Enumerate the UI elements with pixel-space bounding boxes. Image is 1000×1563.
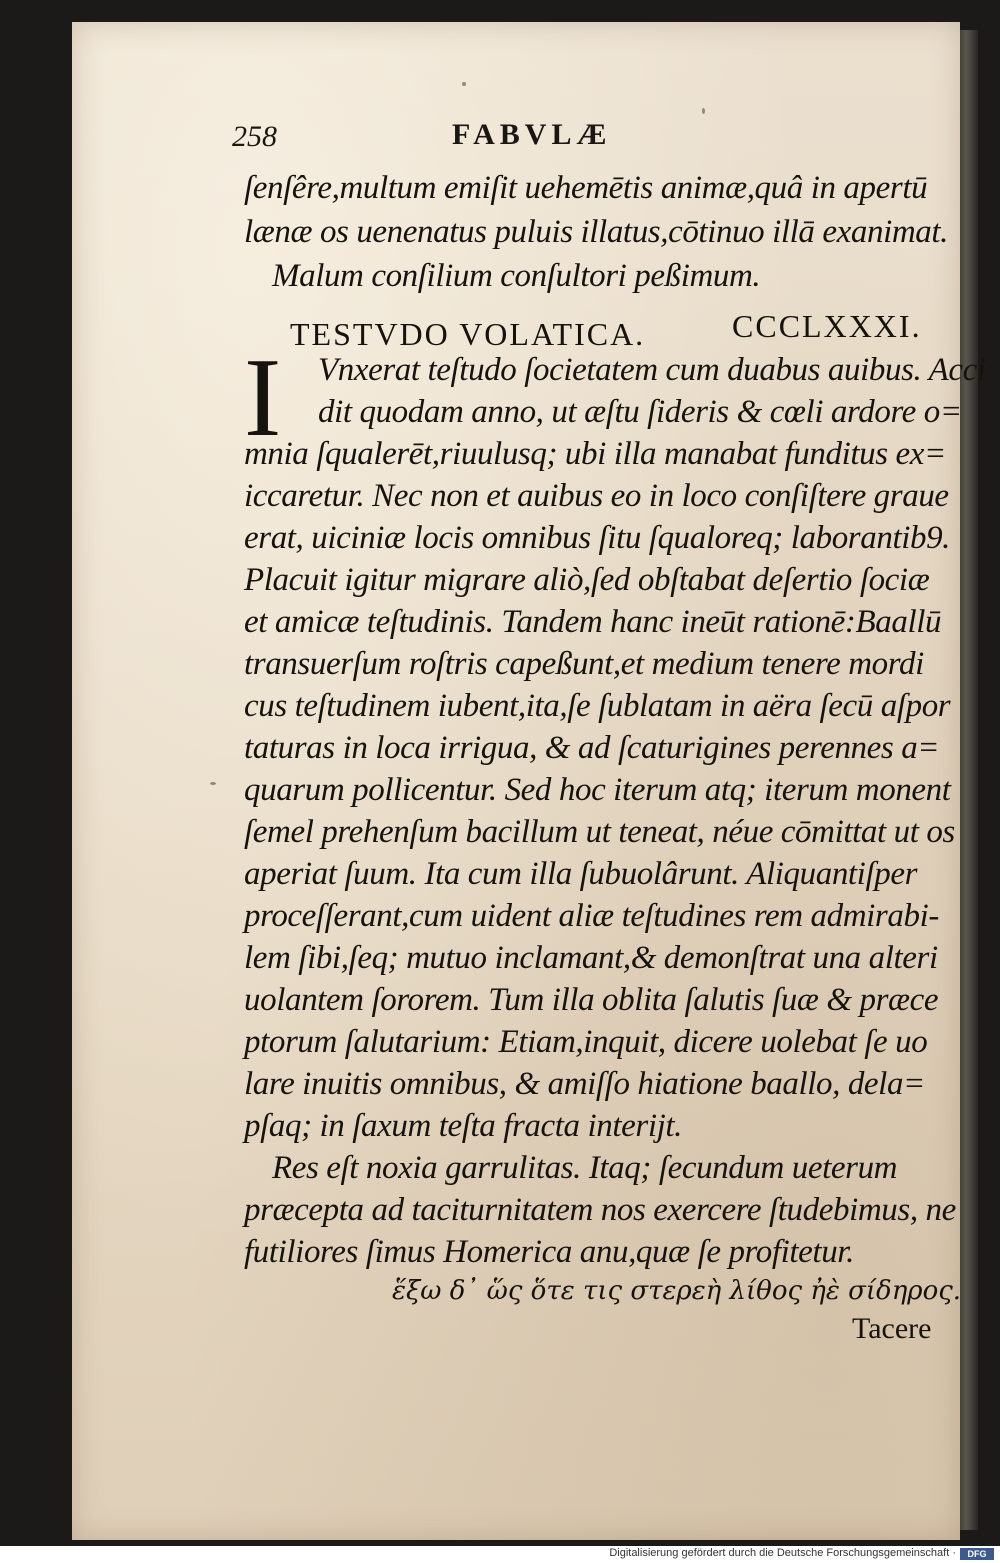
- dfg-logo-icon: DFG: [960, 1548, 994, 1560]
- text-line: Vnxerat teſtudo ſocietatem cum duabus auibus. Acci: [318, 352, 986, 388]
- text-line: transuerſum roſtris capeßunt,et medium tenere mordi: [244, 646, 924, 682]
- paper-speck: [210, 782, 216, 785]
- chapter-title: TESTVDO VOLATICA.: [290, 316, 646, 352]
- moral-line: futiliores ſimus Homerica anu,quæ ſe profitetur.: [244, 1234, 854, 1270]
- chapter-number: CCCLXXXI.: [732, 308, 922, 344]
- text-line: pſaq; in ſaxum teſta fracta interijt.: [244, 1108, 682, 1144]
- text-line: iccaretur. Nec non et auibus eo in loco conſiſtere graue: [244, 478, 949, 514]
- book-page: [72, 22, 986, 1540]
- running-title: FABVLÆ: [452, 118, 612, 151]
- text-line: lare inuitis omnibus, & amiſſo hiatione baallo, dela=: [244, 1066, 925, 1102]
- text-line: ptorum ſalutarium: Etiam,inquit, dicere uolebat ſe uo: [244, 1024, 928, 1060]
- text-line: ſenſêre,multum emiſit uehemētis animæ,quâ in apertū: [244, 170, 928, 206]
- text-line: lem ſibi,ſeq; mutuo inclamant,& demonſtrat una alteri: [244, 940, 938, 976]
- moral-line: Malum conſilium conſultori peßimum.: [272, 258, 761, 294]
- text-line: taturas in loca irrigua, & ad ſcaturigines perennes a=: [244, 730, 940, 766]
- text-line: aperiat ſuum. Ita cum illa ſubuolârunt. Aliquantiſper: [244, 856, 918, 892]
- catchword: Tacere: [852, 1312, 932, 1345]
- funding-credit: Digitalisierung gefördert durch die Deutsche Forschungsgemeinschaft ·: [609, 1547, 956, 1559]
- text-line: proceſſerant,cum uident aliæ teſtudines rem admirabi-: [244, 898, 939, 934]
- text-line: lænæ os uenenatus puluis illatus,cōtinuo illā exanimat.: [244, 214, 948, 250]
- drop-cap: I: [244, 336, 282, 460]
- text-line: cus teſtudinem iubent,ita,ſe ſublatam in aëra ſecū aſpor: [244, 688, 951, 724]
- moral-line: Res eſt noxia garrulitas. Itaq; ſecundum ueterum: [272, 1150, 898, 1186]
- text-line: et amicæ teſtudinis. Tandem hanc ineūt rationē:Baallū: [244, 604, 942, 640]
- moral-line: præcepta ad taciturnitatem nos exercere ſtudebimus, ne: [244, 1192, 956, 1228]
- footer-bar: [0, 1546, 1000, 1563]
- page-header: [72, 114, 960, 164]
- greek-quotation: ἕξω δ᾽ ὥς ὅτε τις στερεὴ λίθος ἠὲ σίδηρος.: [392, 1276, 962, 1306]
- text-line: quarum pollicentur. Sed hoc iterum atq; iterum monent: [244, 772, 951, 808]
- page-number: 258: [232, 120, 277, 153]
- text-line: mnia ſqualerēt,riuulusq; ubi illa manabat funditus ex=: [244, 436, 946, 472]
- text-line: erat, uiciniæ locis omnibus ſitu ſqualoreq; laborantib9.: [244, 520, 951, 556]
- text-line: dit quodam anno, ut æſtu ſideris & cœli ardore o=: [318, 394, 962, 430]
- paper-speck: [462, 82, 466, 86]
- text-line: ſemel prehenſum bacillum ut teneat, néue cōmittat ut os: [244, 814, 955, 850]
- text-line: Placuit igitur migrare aliò,ſed obſtabat deſertio ſociæ: [244, 562, 930, 598]
- text-line: uolantem ſororem. Tum illa oblita ſalutis ſuæ & præce: [244, 982, 939, 1018]
